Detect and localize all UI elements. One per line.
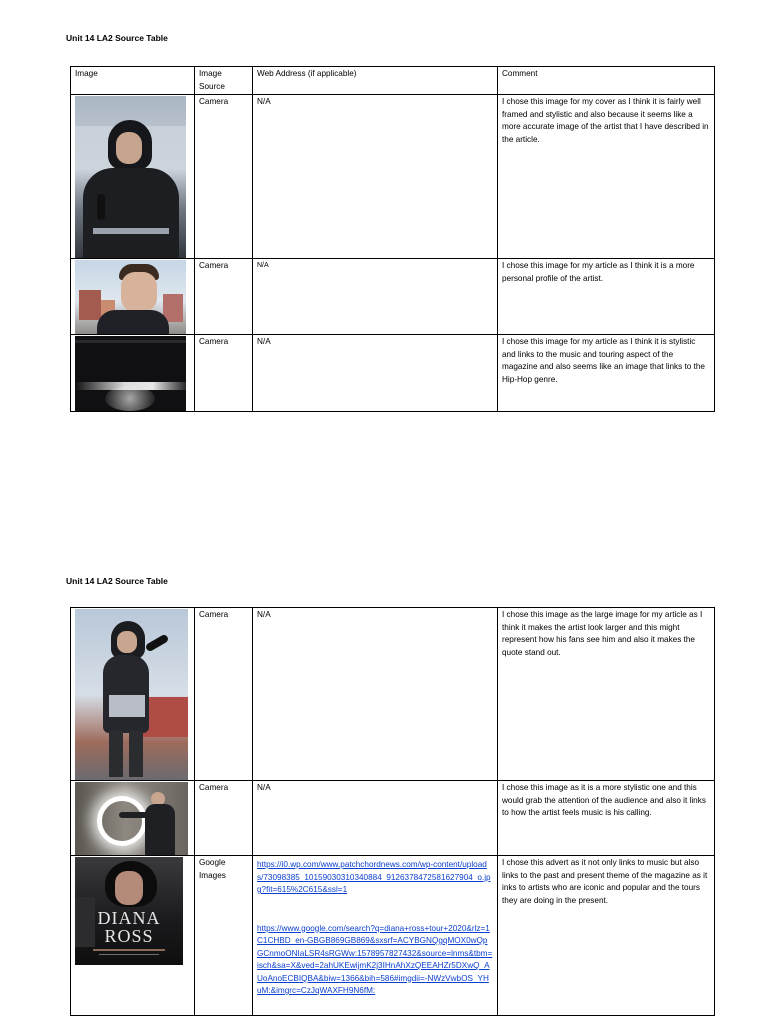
image-cell [71,856,195,1016]
comment: I chose this image for my article as I think it is a more personal profile of the artist. [498,259,715,335]
image-source: Camera [195,259,253,335]
poster-title-line2: ROSS [104,926,154,946]
source-url-link-1[interactable]: https://i0.wp.com/www.patchchordnews.com/wp-content/uploads/73098385_10159030310340884_9126378472581627904_o.jpg?fit=615%2C615&ssl=1 [257,860,491,894]
header-web-address: Web Address (if applicable) [253,67,498,95]
web-address: N/A [253,335,498,412]
poster-title-line1: DIANA [97,908,161,928]
table-header-row [71,67,715,95]
image-cell [71,95,195,259]
hooded-man-microphone-photo [75,609,188,780]
hooded-man-photo [75,96,186,258]
diana-ross-poster [75,857,183,965]
web-address: N/A [253,259,498,335]
comment: I chose this image as the large image for my article as I think it makes the artist look larger and this might represent how his fans see him and also it makes the quote stand out. [498,608,715,781]
source-table-1 [70,66,715,412]
profile-portrait-photo [75,260,186,334]
table-row [71,95,715,259]
page-title-2: Unit 14 LA2 Source Table [66,576,168,586]
web-address: N/A [253,781,498,856]
image-source: Camera [195,608,253,781]
comment: I chose this advert as it not only links to music but also links to the past and present theme of the magazine as it inks to artists who are iconic and popular and the tours they are doing in the present. [498,856,715,1016]
table-row [71,335,715,412]
web-address: N/A [253,95,498,259]
source-table-2 [70,607,715,1016]
table-row [71,608,715,781]
image-source: Camera [195,781,253,856]
header-image: Image [71,67,195,95]
comment: I chose this image as it is a more stylistic one and this would grab the attention of the audience and also it links to how the artist feels music is his calling. [498,781,715,856]
image-cell [71,259,195,335]
table-row [71,259,715,335]
image-cell [71,608,195,781]
web-address-cell [253,856,498,1016]
source-url-link-2[interactable]: https://www.google.com/search?q=diana+ross+tour+2020&rlz=1C1CHBD_en-GBGB869GB869&sxsrf=ACYBGNQgqMOX0wQpGCnmoONIaLSR4sRGWw:1578957827432&source=lnms&tbm=isch&sa=X&ved=2ahUKEwijmK2j3IHnAhXzQEEAHZr5DXwQ_AUoAnoECBIQBA&biw=1366&bih=586#imgdii=-NWzVwbOS_YHuM:&imgrc=CzJqWAXFH9N6fM: [257,923,493,995]
comment: I chose this image for my article as I think it is stylistic and links to the music and touring aspect of the magazine and also seems like an image that links to the Hip-Hop genre. [498,335,715,412]
table-row [71,781,715,856]
header-image-source: Image Source [195,67,253,95]
image-source: Camera [195,335,253,412]
image-source: Google Images [195,856,253,1016]
man-ring-light-photo [75,782,188,855]
table-row [71,856,715,1016]
comment: I chose this image for my cover as I think it is fairly well framed and stylistic and also because it seems like a more accurate image of the artist that I have described in the article. [498,95,715,259]
dark-stage-lights-photo [75,336,186,411]
header-comment: Comment [498,67,715,95]
image-cell [71,335,195,412]
image-cell [71,781,195,856]
page-title: Unit 14 LA2 Source Table [66,33,168,43]
image-source: Camera [195,95,253,259]
web-address: N/A [253,608,498,781]
